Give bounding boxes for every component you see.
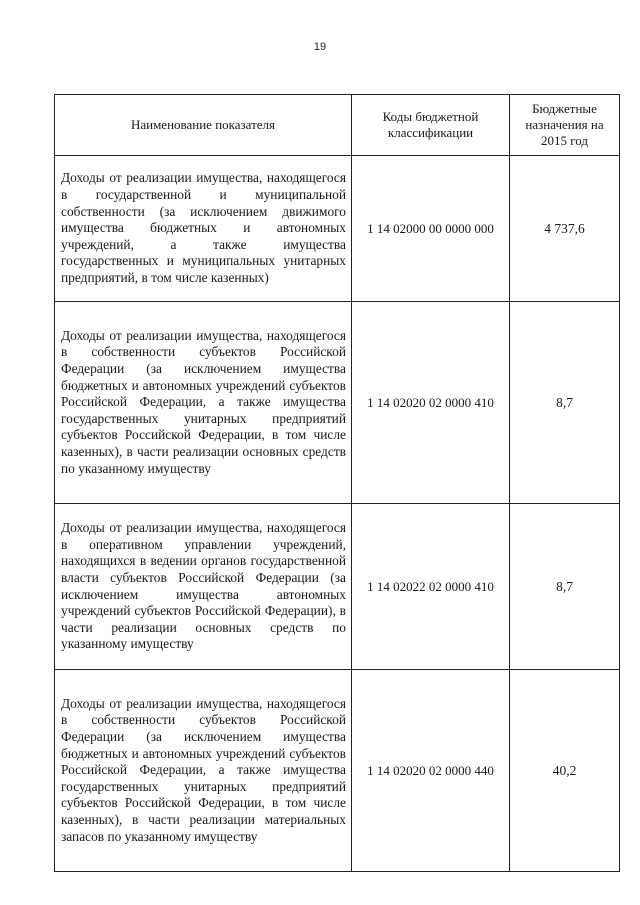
row-budget-amount: 8,7 [510, 504, 620, 670]
header-indicator-name: Наименование показателя [55, 95, 352, 156]
row-budget-code: 1 14 02022 02 0000 410 [352, 504, 510, 670]
budget-table [54, 94, 620, 872]
row-budget-amount: 40,2 [510, 670, 620, 872]
row-indicator-name: Доходы от реализации имущества, находящегося в оперативном управлении учреждений, находящихся в ведении органов государственной власти субъектов Российской Федерации (за исключением имущества автономных учреждений субъектов Российской Федерации), в части реализации основных средств по указанному имуществу [55, 504, 352, 670]
header-budget-code: Коды бюджетной классификации [352, 95, 510, 156]
row-budget-amount: 8,7 [510, 302, 620, 504]
row-budget-code: 1 14 02020 02 0000 440 [352, 670, 510, 872]
row-indicator-name: Доходы от реализации имущества, находящегося в собственности субъектов Российской Федерации (за исключением имущества бюджетных и автономных учреждений субъектов Российской Федерации, а также имущества государственных унитарных предприятий субъектов Российской Федерации, в том числе казенных), в части реализации материальных запасов по указанному имуществу [55, 670, 352, 872]
table-row [55, 670, 620, 872]
table-header-row [55, 95, 620, 156]
row-budget-code: 1 14 02020 02 0000 410 [352, 302, 510, 504]
row-indicator-name: Доходы от реализации имущества, находящегося в государственной и муниципальной собственности (за исключением движимого имущества бюджетных и автономных учреждений, а также имущества государственных и муниципальных унитарных предприятий, в том числе казенных) [55, 156, 352, 302]
page-number: 19 [313, 41, 327, 53]
table-row [55, 156, 620, 302]
row-indicator-name: Доходы от реализации имущества, находящегося в собственности субъектов Российской Федерации (за исключением имущества бюджетных и автономных учреждений субъектов Российской Федерации, а также имущества государственных унитарных предприятий субъектов Российской Федерации, в том числе казенных), в части реализации основных средств по указанному имуществу [55, 302, 352, 504]
table-row [55, 504, 620, 670]
header-budget-amount: Бюджетные назначения на 2015 год [510, 95, 620, 156]
row-budget-code: 1 14 02000 00 0000 000 [352, 156, 510, 302]
row-budget-amount: 4 737,6 [510, 156, 620, 302]
table-row [55, 302, 620, 504]
